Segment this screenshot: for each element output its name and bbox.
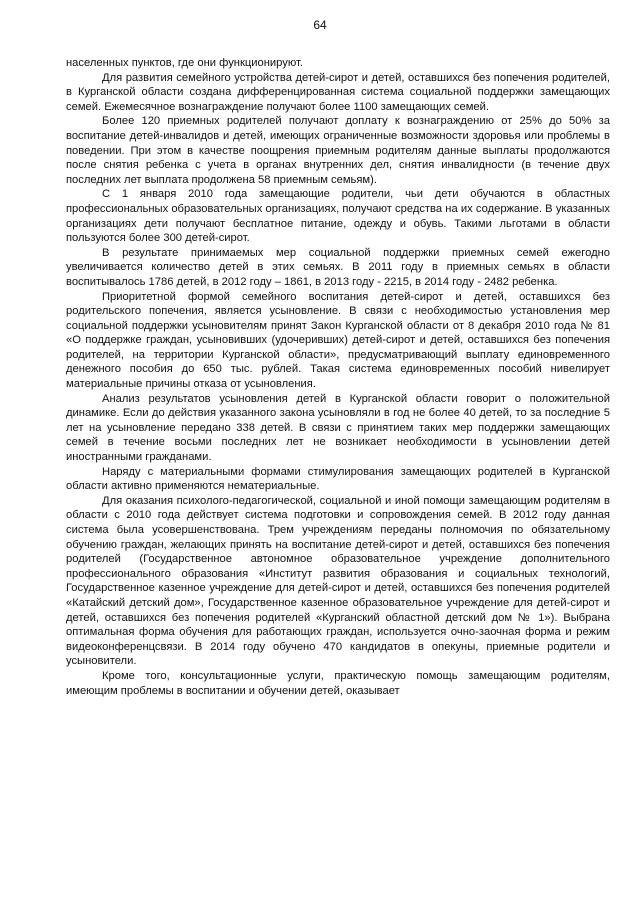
- paragraph: Более 120 приемных родителей получают доплату к вознаграждению от 25% до 50% за воспитание детей-инвалидов и детей, имеющих ограниченные возможности здоровья или проблемы в поведении. При этом в качестве поощрения приемным родителям данные выплаты продолжаются после снятия ребенка с учета в органах внутренних дел, снятия инвалидности (в течение двух последних лет выплата продолжена 58 приемным семьям).: [66, 115, 610, 186]
- paragraph: С 1 января 2010 года замещающие родители, чьи дети обучаются в областных профессиональных образовательных организациях, получают средства на их содержание. В указанных организациях дети получают бесплатное питание, одежду и обувь. Такими льготами в области пользуются более 300 детей-сирот.: [66, 188, 610, 245]
- paragraph: Кроме того, консультационные услуги, практическую помощь замещающим родителям, имеющим проблемы в воспитании и обучении детей, оказывает: [66, 669, 610, 697]
- paragraph: Приоритетной формой семейного воспитания детей-сирот и детей, оставшихся без родительского попечения, является усыновление. В связи с необходимостью установления мер социальной поддержки усыновителям принят Закон Курганской области от 8 декабря 2010 года № 81 «О поддержке граждан, усыновивших (удочеривших) детей-сирот и детей, оставшихся без попечения родителей, на территории Курганской области», предусматривающий выплату единовременного денежного пособия до 650 тыс. рублей. Такая система единовременных пособий нивелирует материальные причины отказа от усыновления.: [66, 290, 610, 391]
- paragraph-continued: населенных пунктов, где они функционируют.: [66, 57, 303, 69]
- body-text: [66, 56, 610, 698]
- paragraph: Анализ результатов усыновления детей в Курганской области говорит о положительной динамике. Если до действия указанного закона усыновляли в год не более 40 детей, то за последние 5 лет на усыновление передано 338 детей. В связи с принятием таких мер поддержки замещающих семей в течение восьми последних лет не возникает необходимости в усыновлении детей иностранными гражданами.: [66, 392, 610, 464]
- page-number: 64: [313, 18, 327, 32]
- paragraph: Для оказания психолого-педагогической, социальной и иной помощи замещающим родителям в области с 2010 года действует система подготовки и сопровождения семей. В 2012 году данная система была усовершенствована. Трем учреждениям переданы полномочия по обязательному обучению граждан, желающих принять на воспитание детей-сирот и детей, оставшихся без попечения родителей (Государственное автономное образовательное учреждение дополнительного профессионального образования «Институт развития образования и социальных технологий, Государственное казенное учреждение для детей-сирот и детей, оставшихся без попечения родителей «Катайский детский дом», Государственное казенное образовательное учреждение для детей-сирот и детей, оставшихся без попечения родителей «Курганский областной детский дом № 1»). Выбрана оптимальная форма обучения для работающих граждан, используется очно-заочная форма и режим видеоконференцсвязи. В 2014 году обучено 470 кандидатов в опекуны, приемные родители и усыновители.: [66, 494, 610, 668]
- paragraph: Наряду с материальными формами стимулирования замещающих родителей в Курганской области активно применяются нематериальные.: [66, 465, 610, 493]
- paragraph: Для развития семейного устройства детей-сирот и детей, оставшихся без попечения родителей, в Курганской области создана дифференцированная система социальной поддержки замещающих семей. Ежемесячное вознаграждение получают более 1100 замещающих семей.: [66, 71, 610, 113]
- paragraph: В результате принимаемых мер социальной поддержки приемных семей ежегодно увеличивается количество детей в этих семьях. В 2011 году в приемных семьях в области воспитывалось 1786 детей, в 2012 году – 1861, в 2013 году - 2215, в 2014 году - 2482 ребенка.: [66, 246, 610, 288]
